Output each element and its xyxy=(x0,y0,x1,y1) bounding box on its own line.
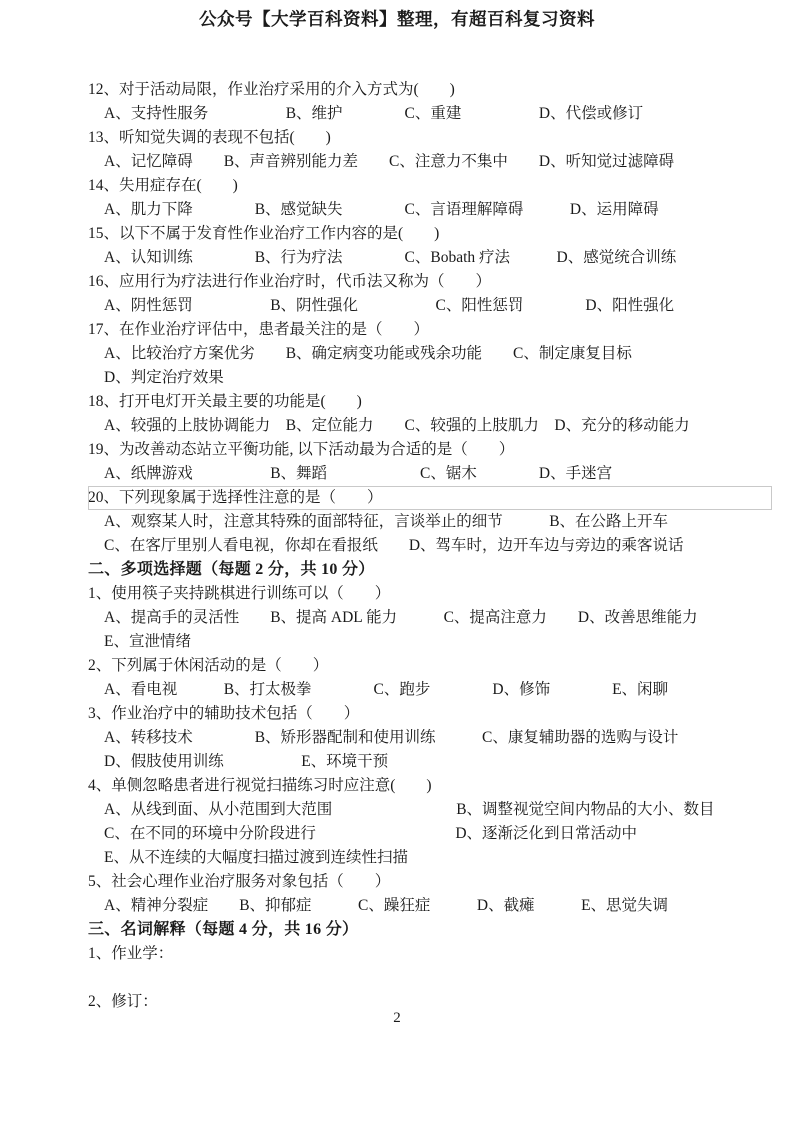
exam-body xyxy=(88,78,772,1014)
options-line: A、支持性服务 B、维护 C、重建 D、代偿或修订 xyxy=(104,105,644,122)
section-heading: 三、名词解释（每题 4 分，共 16 分） xyxy=(88,921,359,938)
blank-line xyxy=(88,966,772,990)
options-line: D、假肢使用训练 E、环境干预 xyxy=(104,753,389,770)
question-line: 19、为改善动态站立平衡功能, 以下活动最为合适的是（ ） xyxy=(88,441,515,458)
question-line: 5、社会心理作业治疗服务对象包括（ ） xyxy=(88,873,391,890)
question-line: 14、失用症存在( ) xyxy=(88,177,238,194)
question-line: 1、使用筷子夹持跳棋进行训练可以（ ） xyxy=(88,585,391,602)
question-line: 17、在作业治疗评估中，患者最关注的是（ ） xyxy=(88,321,430,338)
question-line: 2、下列属于休闲活动的是（ ） xyxy=(88,657,329,674)
options-line: A、记忆障碍 B、声音辨别能力差 C、注意力不集中 D、听知觉过滤障碍 xyxy=(104,153,675,170)
options-line: A、认知训练 B、行为疗法 C、Bobath 疗法 D、感觉统合训练 xyxy=(104,249,677,266)
question-line: 15、以下不属于发育性作业治疗工作内容的是( ) xyxy=(88,225,440,242)
options-line: A、转移技术 B、矫形器配制和使用训练 C、康复辅助器的选购与设计 xyxy=(104,729,679,746)
options-line: A、从线到面、从小范围到大范围 B、调整视觉空间内物品的大小、数目 xyxy=(104,801,715,818)
question-line: 3、作业治疗中的辅助技术包括（ ） xyxy=(88,705,360,722)
options-line: A、较强的上肢协调能力 B、定位能力 C、较强的上肢肌力 D、充分的移动能力 xyxy=(104,417,690,434)
question-line: 12、对于活动局限，作业治疗采用的介入方式为( ) xyxy=(88,81,455,98)
options-line: D、判定治疗效果 xyxy=(104,369,224,386)
options-line: A、阴性惩罚 B、阴性强化 C、阳性惩罚 D、阳性强化 xyxy=(104,297,675,314)
question-line: 2、修订： xyxy=(88,993,158,1010)
page-header-title: 公众号【大学百科资料】整理，有超百科复习资料 xyxy=(199,9,595,29)
question-line: 13、听知觉失调的表现不包括( ) xyxy=(88,129,331,146)
options-line: A、纸牌游戏 B、舞蹈 C、锯木 D、手迷宫 xyxy=(104,465,613,482)
options-line: A、观察某人时，注意其特殊的面部特征，言谈举止的细节 B、在公路上开车 xyxy=(104,513,669,530)
question-line: 20、下列现象属于选择性注意的是（ ） xyxy=(88,486,772,510)
options-line: A、提高手的灵活性 B、提高 ADL 能力 C、提高注意力 D、改善思维能力 xyxy=(104,609,698,626)
page-number: 2 xyxy=(393,1010,401,1026)
question-line: 18、打开电灯开关最主要的功能是( ) xyxy=(88,393,362,410)
options-line: A、看电视 B、打太极拳 C、跑步 D、修饰 E、闲聊 xyxy=(104,681,669,698)
options-line: C、在客厅里别人看电视，你却在看报纸 D、驾车时，边开车边与旁边的乘客说话 xyxy=(104,537,684,554)
options-line: E、从不连续的大幅度扫描过渡到连续性扫描 xyxy=(104,849,408,866)
options-line: A、比较治疗方案优劣 B、确定病变功能或残余功能 C、制定康复目标 xyxy=(104,345,632,362)
options-line: E、宣泄情绪 xyxy=(104,633,191,650)
question-line: 16、应用行为疗法进行作业治疗时，代币法又称为（ ） xyxy=(88,273,492,290)
section-heading: 二、多项选择题（每题 2 分，共 10 分） xyxy=(88,561,375,578)
question-line: 4、单侧忽略患者进行视觉扫描练习时应注意( ) xyxy=(88,777,432,794)
options-line: A、肌力下降 B、感觉缺失 C、言语理解障碍 D、运用障碍 xyxy=(104,201,659,218)
question-line: 1、作业学： xyxy=(88,945,174,962)
options-line: A、精神分裂症 B、抑郁症 C、躁狂症 D、截瘫 E、思觉失调 xyxy=(104,897,669,914)
options-line: C、在不同的环境中分阶段进行 D、逐渐泛化到日常活动中 xyxy=(104,825,638,842)
